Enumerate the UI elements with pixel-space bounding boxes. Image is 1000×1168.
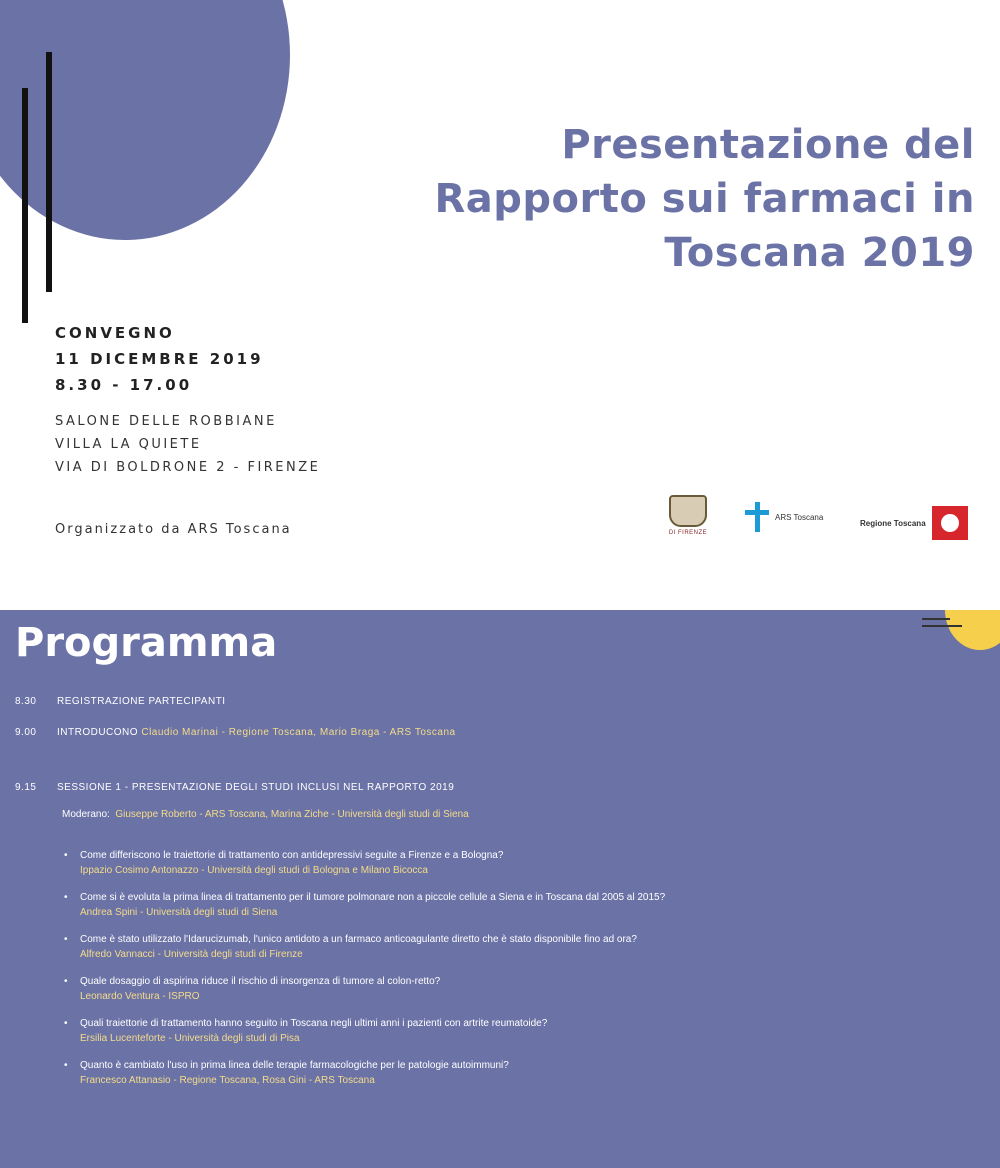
decorative-line <box>46 52 52 292</box>
talk-title: Quali traiettorie di trattamento hanno seguito in Toscana negli ultimi anni i pazienti con artrite reumatoide? <box>80 1018 548 1029</box>
event-date: 11 DICEMBRE 2019 <box>55 350 264 368</box>
talk-title: Come si è evoluta la prima linea di trattamento per il tumore polmonare non a piccole cellule a Siena e in Toscana dal 2005 al 2015? <box>80 892 666 903</box>
regione-logo <box>860 506 968 540</box>
regione-logo-text: Regione Toscana <box>860 518 926 528</box>
talk-title: Come differiscono le traiettorie di trattamento con antidepressivi seguite a Firenze e a Bologna? <box>80 850 504 861</box>
moderators-line <box>62 809 469 820</box>
crest-icon <box>669 495 707 527</box>
list-item <box>62 1016 862 1046</box>
program-text: INTRODUCONO <box>57 727 139 738</box>
moderators-label: Moderano: <box>62 809 110 820</box>
talk-list <box>62 848 862 1100</box>
unifi-logo-text: DI FIRENZE <box>668 530 708 536</box>
talk-speaker: Ippazio Cosimo Antonazzo - Università degli studi di Bologna e Milano Bicocca <box>80 865 428 876</box>
list-item <box>62 974 862 1004</box>
program-title: Programma <box>15 620 278 666</box>
title-line: Presentazione del <box>561 122 975 168</box>
talk-title: Quanto è cambiato l'uso in prima linea delle terapie farmacologiche per le patologie autoimmuni? <box>80 1060 509 1071</box>
venue-line: VILLA LA QUIETE <box>55 437 202 452</box>
venue-info <box>55 410 320 479</box>
program-time: 8.30 <box>15 696 37 707</box>
list-item <box>62 932 862 962</box>
list-item <box>62 1058 862 1088</box>
decorative-yellow-circle <box>945 610 1000 650</box>
program-time: 9.15 <box>15 782 37 793</box>
unifi-logo <box>660 495 716 536</box>
talk-speaker: Alfredo Vannacci - Università degli studi di Firenze <box>80 949 303 960</box>
talk-speaker: Andrea Spini - Università degli studi di Siena <box>80 907 278 918</box>
event-info <box>55 320 264 398</box>
organizer-text: Organizzato da ARS Toscana <box>55 522 292 537</box>
program-row <box>15 727 456 738</box>
talk-speaker: Ersilia Lucenteforte - Università degli studi di Pisa <box>80 1033 300 1044</box>
moderators-names: Giuseppe Roberto - ARS Toscana, Marina Ziche - Università degli studi di Siena <box>115 809 469 820</box>
decorative-line <box>22 88 28 323</box>
page-title <box>375 118 975 280</box>
talk-speaker: Leonardo Ventura - ISPRO <box>80 991 200 1002</box>
program-text: SESSIONE 1 - PRESENTAZIONE DEGLI STUDI INCLUSI NEL RAPPORTO 2019 <box>57 782 455 793</box>
program-text: REGISTRAZIONE PARTECIPANTI <box>57 696 226 707</box>
title-line: Rapporto sui farmaci in <box>434 176 975 222</box>
ars-mark-icon <box>745 502 769 532</box>
list-item <box>62 890 862 920</box>
pegaso-icon <box>932 506 968 540</box>
program-time: 9.00 <box>15 727 37 738</box>
program-section <box>0 610 1000 1168</box>
decorative-line <box>922 618 950 620</box>
venue-line: SALONE DELLE ROBBIANE <box>55 414 277 429</box>
title-line: Toscana 2019 <box>664 230 975 276</box>
program-row <box>15 696 226 707</box>
decorative-line <box>922 625 962 627</box>
program-row <box>15 782 454 793</box>
program-highlight: Claudio Marinai - Regione Toscana, Mario Braga - ARS Toscana <box>141 727 456 738</box>
decorative-circle <box>0 0 290 240</box>
ars-logo-text: ARS Toscana <box>775 512 824 522</box>
talk-title: Quale dosaggio di aspirina riduce il rischio di insorgenza di tumore al colon-retto? <box>80 976 441 987</box>
venue-line: VIA DI BOLDRONE 2 - FIRENZE <box>55 460 321 475</box>
event-time: 8.30 - 17.00 <box>55 376 193 394</box>
list-item <box>62 848 862 878</box>
talk-speaker: Francesco Attanasio - Regione Toscana, Rosa Gini - ARS Toscana <box>80 1075 375 1086</box>
ars-logo <box>745 502 823 532</box>
talk-title: Come è stato utilizzato l'Idarucizumab, l'unico antidoto a un farmaco anticoagulante diretto che è stato disponibile fino ad ora? <box>80 934 637 945</box>
event-type: CONVEGNO <box>55 324 175 342</box>
